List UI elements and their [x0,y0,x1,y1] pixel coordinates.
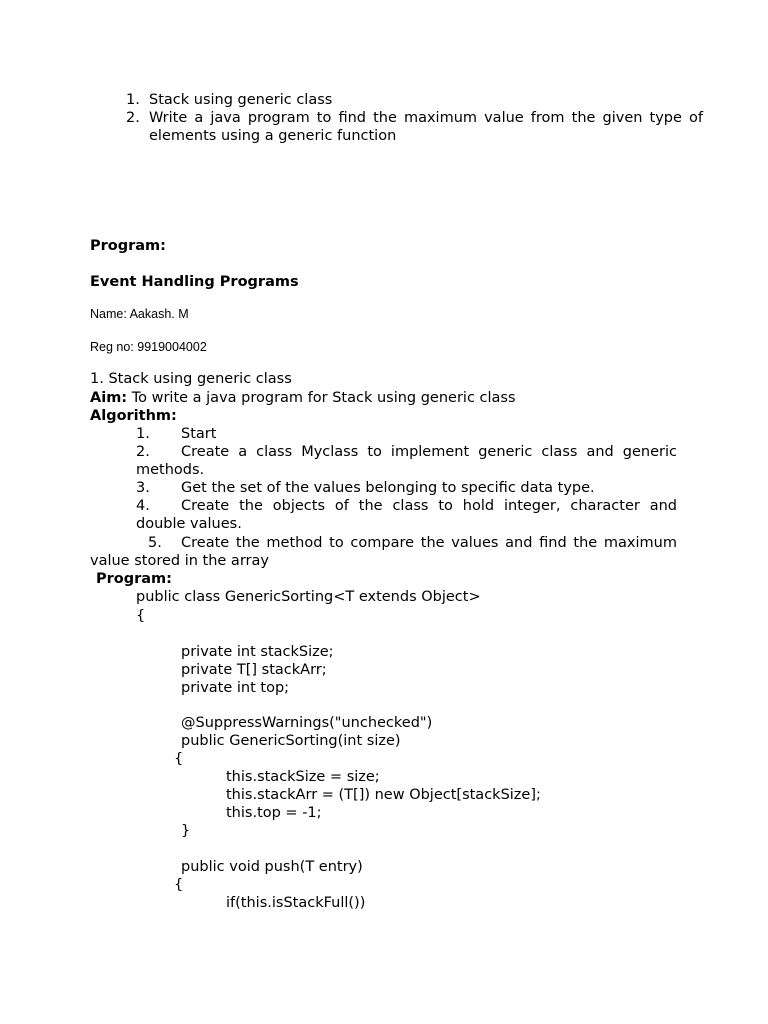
code-line: public void push(T entry) [181,859,363,875]
code-line: { [136,608,146,624]
algorithm-step-number: 1. [136,426,150,442]
program-label: Program: [96,571,172,587]
algorithm-label: Algorithm: [90,408,177,424]
algorithm-step-text: Create the method to compare the values and find the maximum [181,535,677,551]
aim-label: Aim: [90,390,128,406]
algorithm-step-number: 2. [136,444,150,460]
algorithm-step-text: Create a class Myclass to implement generic class and generic [181,444,677,460]
code-line: @SuppressWarnings("unchecked") [181,715,433,731]
algorithm-step-text: Get the set of the values belonging to specific data type. [181,480,595,496]
code-line: { [174,751,184,767]
aim-text: To write a java program for Stack using generic class [127,390,516,406]
code-line: private int top; [181,680,290,696]
algorithm-step-text: Start [181,426,217,442]
top-list-item-2-line2: elements using a generic function [149,128,397,144]
top-list-item-1 [126,91,140,109]
list-number: 1. [126,92,140,108]
algorithm-step-text: Create the objects of the class to hold integer, character and [181,498,677,514]
algorithm-step-continuation: methods. [136,462,205,478]
code-line: private int stackSize; [181,644,334,660]
code-line: } [181,823,191,839]
code-line: public GenericSorting(int size) [181,733,401,749]
exercise-title: 1. Stack using generic class [90,371,292,387]
aim-line [90,389,516,407]
code-line: { [174,877,184,893]
algorithm-step-number: 3. [136,480,150,496]
top-list-item-2 [126,109,140,127]
section-title: Event Handling Programs [90,274,299,290]
code-line: if(this.isStackFull()) [226,895,366,911]
algorithm-step-continuation: value stored in the array [90,553,269,569]
top-list-item-1-text: Stack using generic class [149,92,333,108]
list-number: 2. [126,110,140,126]
code-line: this.stackArr = (T[]) new Object[stackSize]; [226,787,541,803]
code-line: private T[] stackArr; [181,662,327,678]
registration-number: Reg no: 9919004002 [90,340,207,354]
code-line: this.stackSize = size; [226,769,380,785]
algorithm-step-continuation: double values. [136,516,242,532]
code-line: public class GenericSorting<T extends Object> [136,589,481,605]
program-heading: Program: [90,238,166,254]
algorithm-step-number: 5. [148,535,162,551]
top-list-item-2-line1: Write a java program to find the maximum value from the given type of [149,110,703,126]
student-name: Name: Aakash. M [90,307,189,321]
code-line: this.top = -1; [226,805,322,821]
algorithm-step-number: 4. [136,498,150,514]
